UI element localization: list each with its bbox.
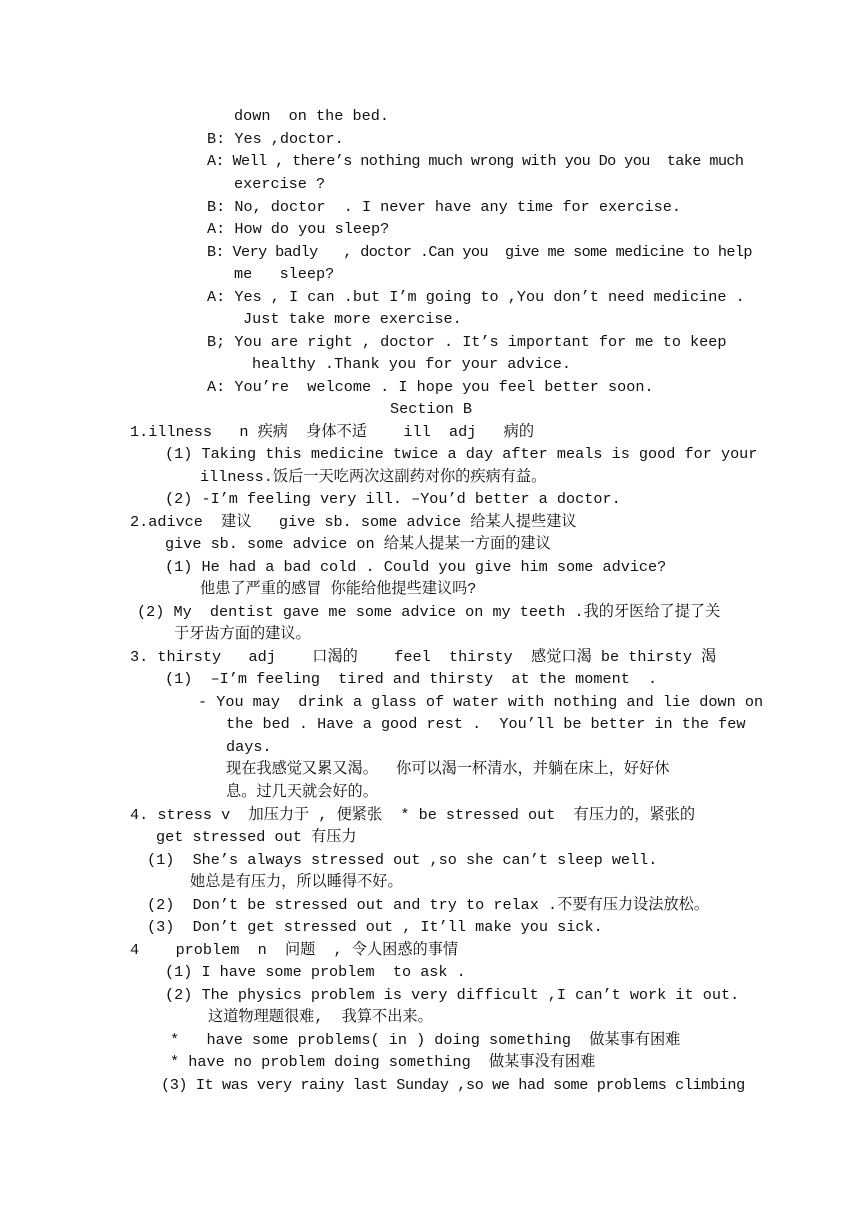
- note-line: (2) Don’t be stressed out and try to relax .不要有压力设法放松。: [147, 896, 710, 914]
- note-line: give sb. some advice on 给某人提某一方面的建议: [165, 535, 551, 553]
- note-line: (1) He had a bad cold . Could you give him some advice?: [165, 558, 667, 576]
- dialogue-line: down on the bed.: [234, 107, 389, 125]
- dialogue-line: A: You’re welcome . I hope you feel better soon.: [207, 378, 654, 396]
- section-title: Section B: [390, 400, 473, 418]
- dialogue-line: exercise ?: [234, 175, 326, 193]
- dialogue-line: A: Well , there’s nothing much wrong with you Do you take much: [207, 152, 744, 170]
- note-line: illness.饭后一天吃两次这副药对你的疾病有益。: [200, 468, 547, 486]
- note-line: 息。过几天就会好的。: [226, 783, 378, 801]
- dialogue-line: me sleep?: [234, 265, 335, 283]
- note-line: (1) She’s always stressed out ,so she can’t sleep well.: [147, 851, 658, 869]
- dialogue-line: B: Very badly , doctor .Can you give me some medicine to help: [207, 243, 752, 261]
- note-line: (1) Taking this medicine twice a day after meals is good for your: [165, 445, 758, 463]
- note-line: get stressed out 有压力: [156, 828, 357, 846]
- dialogue-line: B; You are right , doctor . It’s important for me to keep: [207, 333, 727, 351]
- note-line: the bed . Have a good rest . You’ll be better in the few: [226, 715, 746, 733]
- note-line: 这道物理题很难, 我算不出来。: [208, 1008, 433, 1026]
- note-heading: 1.illness n 疾病 身体不适 ill adj 病的: [130, 423, 535, 441]
- note-line: * have some problems( in ) doing something 做某事有困难: [170, 1031, 681, 1049]
- note-line: * have no problem doing something 做某事没有困难: [170, 1053, 596, 1071]
- note-line: (2) -I’m feeling very ill. –You’d better a doctor.: [165, 490, 621, 508]
- dialogue-line: B: No, doctor . I never have any time for exercise.: [207, 198, 681, 216]
- dialogue-line: A: How do you sleep?: [207, 220, 390, 238]
- dialogue-line: healthy .Thank you for your advice.: [252, 355, 571, 373]
- note-line: 现在我感觉又累又渴。 你可以渴一杯清水，并躺在床上，好好休: [226, 760, 670, 778]
- note-heading: 2.adivce 建议 give sb. some advice 给某人提些建议: [130, 513, 577, 531]
- note-line: (3) Don’t get stressed out , It’ll make you sick.: [147, 918, 603, 936]
- note-line: (3) It was very rainy last Sunday ,so we had some problems climbing: [161, 1076, 745, 1094]
- note-line: (1) I have some problem to ask .: [165, 963, 466, 981]
- note-line: (2) The physics problem is very difficult ,I can’t work it out.: [165, 986, 740, 1004]
- dialogue-line: A: Yes , I can .but I’m going to ,You don’t need medicine .: [207, 288, 745, 306]
- note-line: (1) –I’m feeling tired and thirsty at the moment .: [165, 670, 658, 688]
- note-line: 他患了严重的感冒 你能给他提些建议吗?: [200, 580, 477, 598]
- note-heading: 4. stress v 加压力于 , 便紧张 * be stressed out 有压力的，紧张的: [130, 806, 696, 824]
- note-line: 她总是有压力，所以睡得不好。: [190, 873, 403, 891]
- note-line: 于牙齿方面的建议。: [174, 625, 311, 643]
- note-heading: 3. thirsty adj 口渴的 feel thirsty 感觉口渴 be thirsty 渴: [130, 648, 717, 666]
- note-line: days.: [226, 738, 272, 756]
- note-heading: 4 problem n 问题 , 令人困惑的事情: [130, 941, 459, 959]
- dialogue-line: Just take more exercise.: [243, 310, 462, 328]
- note-line: (2) My dentist gave me some advice on my teeth .我的牙医给了提了关: [137, 603, 721, 621]
- note-line: - You may drink a glass of water with nothing and lie down on: [198, 693, 764, 711]
- dialogue-line: B: Yes ,doctor.: [207, 130, 344, 148]
